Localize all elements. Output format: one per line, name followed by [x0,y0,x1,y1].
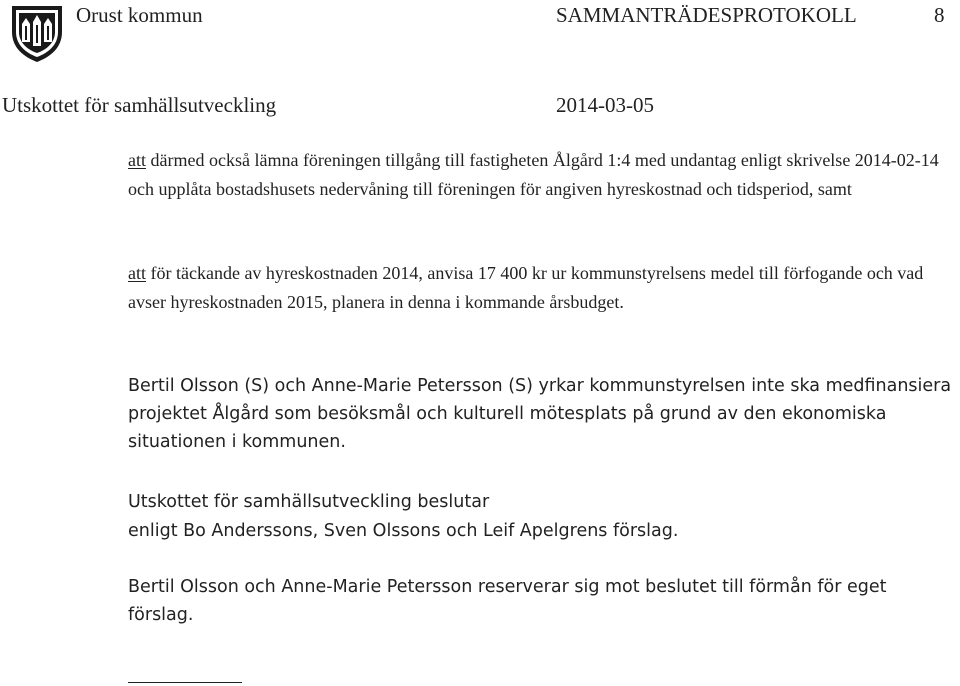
paragraph-att-2 [128,259,956,316]
paragraph-text: därmed också lämna föreningen tillgång till fastigheten Ålgård 1:4 med undantag enligt skrivelse 2014-02-14 och upplåta bostadshusets nedervåning till föreningen för angiven hyreskostnad och tidsperiod, samt [128,150,939,199]
orust-coat-of-arms-icon [6,2,68,64]
committee-name: Utskottet för samhällsutveckling [2,93,277,117]
decision-heading: Utskottet för samhällsutveckling beslutar [128,492,490,512]
att-keyword: att [128,263,146,283]
reservation-paragraph: Bertil Olsson och Anne-Marie Petersson reserverar sig mot beslutet till förmån för eget förslag. [128,577,887,625]
proposal-paragraph: Bertil Olsson (S) och Anne-Marie Petersson (S) yrkar kommunstyrelsen inte ska medfinansiera projektet Ålgård som besöksmål och kulturell mötesplats på grund av den ekonomiska situationen i kommunen. [128,376,952,452]
meeting-date: 2014-03-05 [556,93,654,117]
municipality-name: Orust kommun [76,3,203,27]
paragraph-att-1 [128,146,956,203]
paragraph-text: för täckande av hyreskostnaden 2014, anvisa 17 400 kr ur kommunstyrelsens medel till förfogande och vad avser hyreskostnaden 2015, planera in denna i kommande årsbudget. [128,263,924,312]
document-type: SAMMANTRÄDESPROTOKOLL [556,3,857,27]
page-number: 8 [934,3,945,27]
decision-text: enligt Bo Anderssons, Sven Olssons och Leif Apelgrens förslag. [128,521,679,541]
att-keyword: att [128,150,146,170]
signature-line [128,682,242,683]
